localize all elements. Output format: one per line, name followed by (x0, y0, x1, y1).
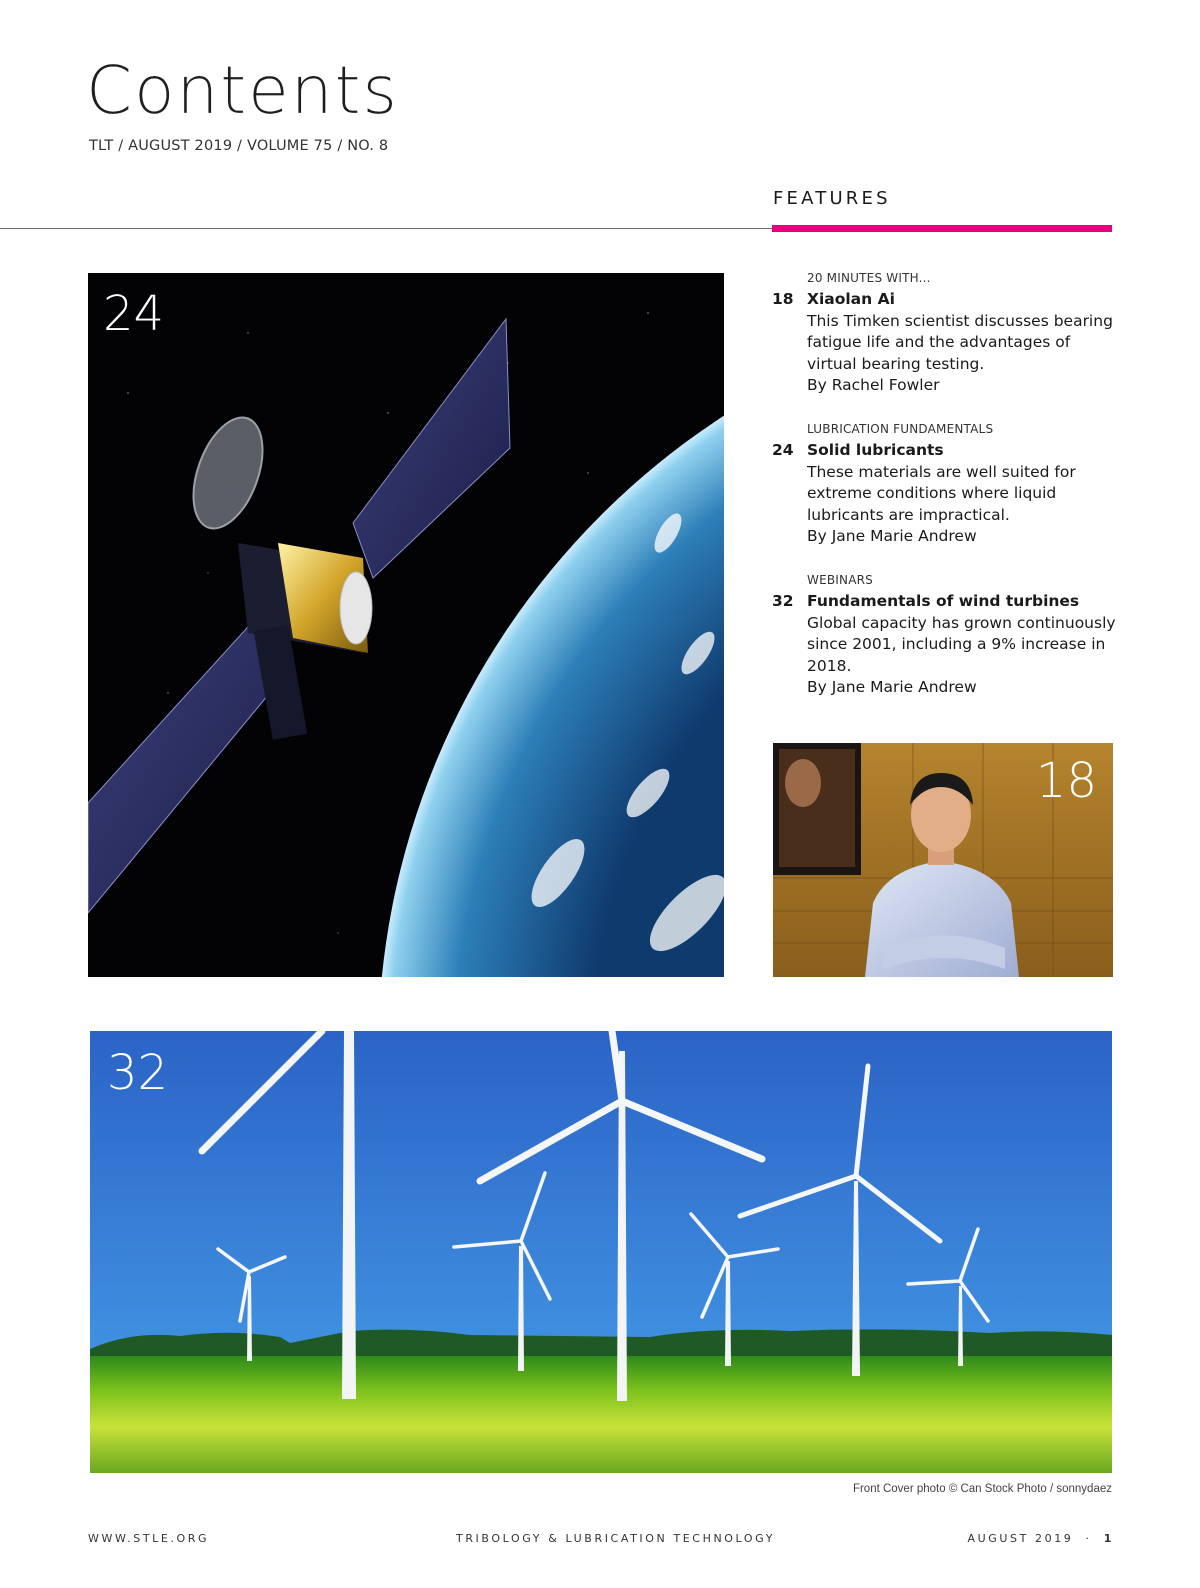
footer-website[interactable]: WWW.STLE.ORG (88, 1532, 210, 1545)
feature-title: Fundamentals of wind turbines (807, 592, 1080, 610)
features-heading: FEATURES (773, 188, 891, 209)
feature-category: WEBINARS (807, 573, 873, 587)
feature-entry-xiaolan-ai[interactable] (772, 270, 1117, 397)
feature-page-number: 18 (772, 290, 794, 308)
feature-page-number: 32 (772, 592, 794, 610)
feature-byline: By Rachel Fowler (807, 376, 940, 394)
feature-byline: By Jane Marie Andrew (807, 527, 977, 545)
divider-rule (0, 228, 772, 229)
feature-byline: By Jane Marie Andrew (807, 678, 977, 696)
footer-date-folio (967, 1532, 1114, 1545)
page-title: Contents (86, 52, 399, 129)
photo-credit: Front Cover photo © Can Stock Photo / sonnydaez (852, 1483, 1112, 1495)
feature-page-number: 24 (772, 441, 794, 459)
accent-rule (772, 225, 1112, 232)
feature-description: These materials are well suited for extreme conditions where liquid lubricants are impractical. (807, 462, 1076, 524)
satellite-earth-photo-icon (88, 273, 724, 977)
panel-page-number: 24 (103, 286, 165, 342)
feature-title: Solid lubricants (807, 441, 944, 459)
feature-category: LUBRICATION FUNDAMENTALS (807, 422, 994, 436)
footer-separator: · (1085, 1532, 1092, 1545)
wind-turbines-photo-icon (90, 1031, 1112, 1473)
satellite-earth-image[interactable] (88, 273, 724, 977)
feature-entry-solid-lubricants[interactable] (772, 421, 1117, 548)
issue-line: TLT / AUGUST 2019 / VOLUME 75 / NO. 8 (89, 138, 389, 154)
feature-title: Xiaolan Ai (807, 290, 895, 308)
portrait-image[interactable] (773, 743, 1113, 977)
footer-date: AUGUST 2019 (967, 1532, 1074, 1545)
page-number: 1 (1103, 1532, 1114, 1545)
wind-turbines-image[interactable] (90, 1031, 1112, 1473)
feature-description: Global capacity has grown continuously since 2001, including a 9% increase in 2018. (807, 613, 1116, 675)
feature-entry-wind-turbines[interactable] (772, 572, 1117, 699)
panel-page-number: 18 (1035, 753, 1097, 809)
feature-description: This Timken scientist discusses bearing fatigue life and the advantages of virtual bearing testing. (807, 311, 1113, 373)
footer-publication: TRIBOLOGY & LUBRICATION TECHNOLOGY (456, 1532, 776, 1545)
feature-category: 20 MINUTES WITH... (807, 271, 931, 285)
panel-page-number: 32 (107, 1045, 169, 1101)
